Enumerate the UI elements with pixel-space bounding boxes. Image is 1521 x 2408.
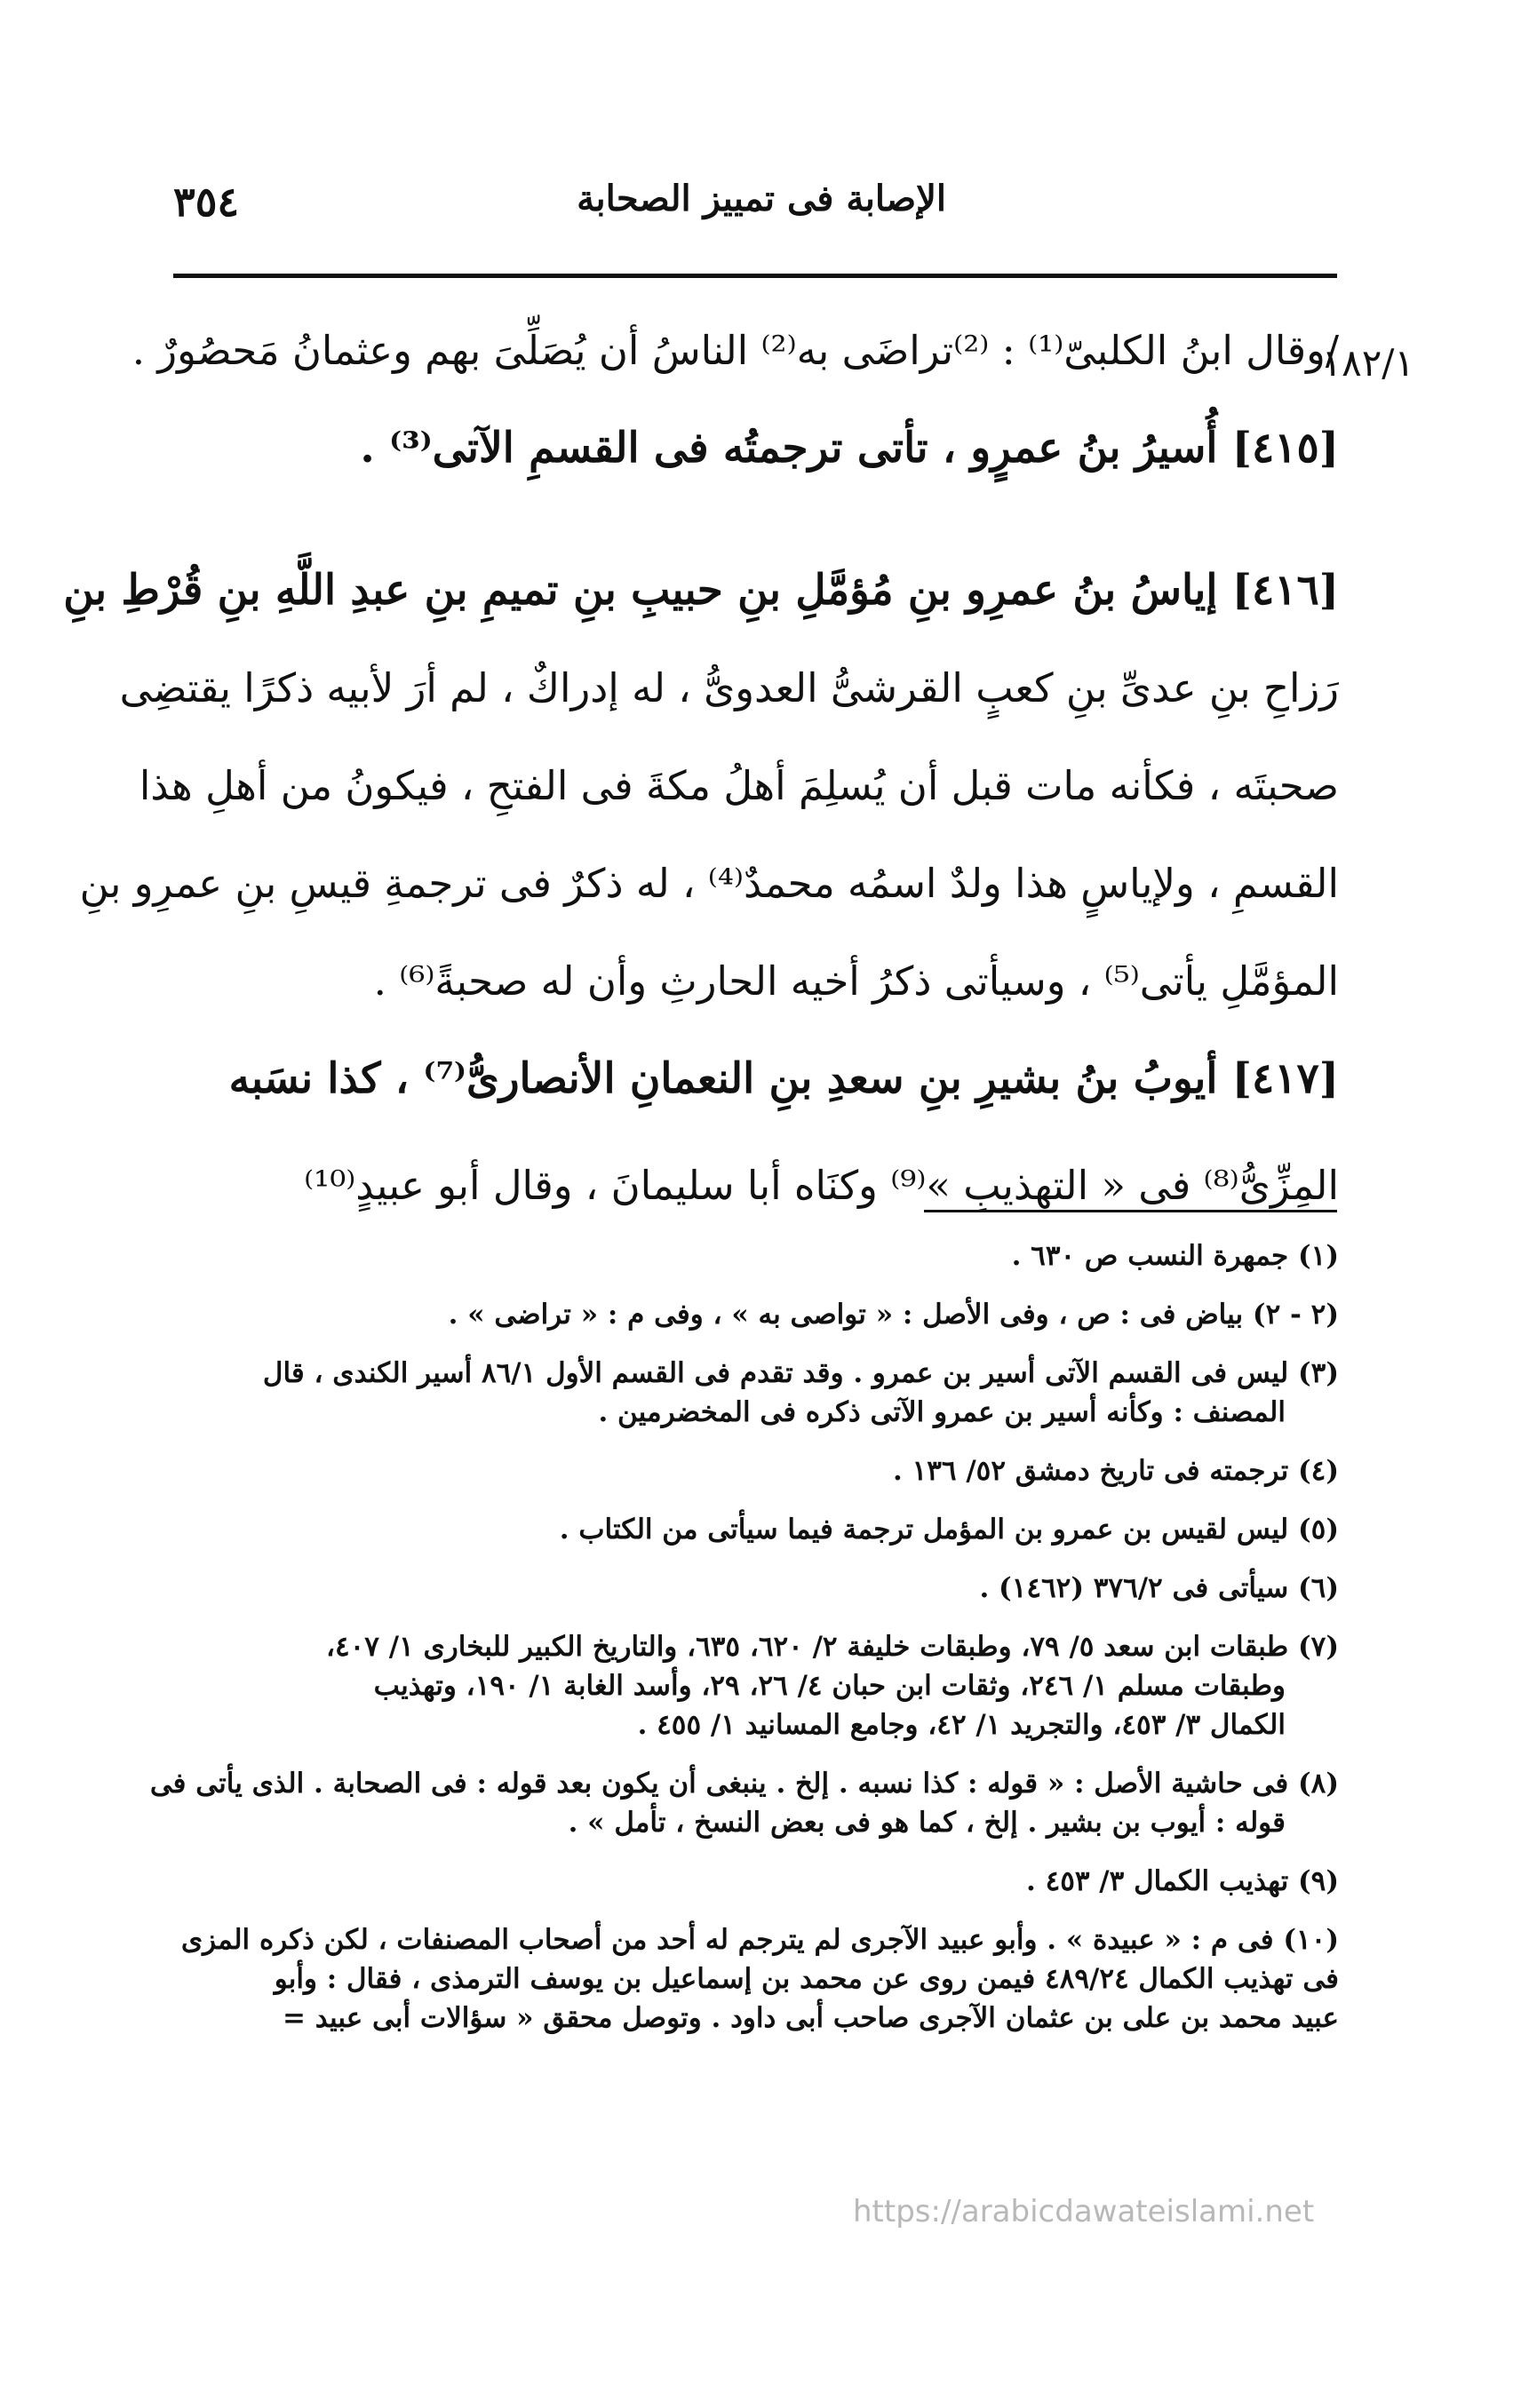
footnote-line: فى تهذيب الكمال ٤٨٩/٢٤ فيمن روى عن محمد بن إسماعيل بن يوسف الترمذى ، فقال : وأبو (274, 1963, 1339, 1995)
entry-416-heading: [٤١٦] إياسُ بنُ عمرِو بنِ مُؤمَّلِ بنِ حبيبِ بنِ تميمِ بنِ عبدِ اللَّهِ بنِ قُرْطِ بنِ (63, 566, 1339, 615)
footnote-line: عبيد محمد بن على بن عثمان الآجرى صاحب أبى داود . وتوصل محقق « سؤالات أبى عبيد = (283, 2002, 1339, 2034)
page-number: ٣٥٤ (173, 178, 240, 226)
footnote-9 (175, 1862, 1339, 1901)
page-header (173, 178, 1337, 242)
watermark: https://arabicdawateislami.net (853, 2194, 1315, 2229)
text-line: القسمِ ، ولإياسٍ هذا ولدٌ اسمُه محمدٌ⁽⁴⁾ ، له ذكرٌ فى ترجمةِ قيسِ بنِ عمرِو بنِ (79, 860, 1339, 907)
footnote-2 (175, 1295, 1339, 1334)
main-text (63, 324, 1339, 1257)
text-line: المؤمَّلِ يأتى⁽⁵⁾ ، وسيأتى ذكرُ أخيه الحارثِ وأن له صحبةً⁽⁶⁾ . (373, 958, 1339, 1005)
footnote-line: (٩) تهذيب الكمال ٣/ ٤٥٣ . (1025, 1865, 1339, 1897)
footnote-line: (٧) طبقات ابن سعد ٥/ ٧٩، وطبقات خليفة ٢/ ٦٢٠، ٦٣٥، والتاريخ الكبير للبخارى ١/ ٤٠٧، (325, 1631, 1339, 1663)
entry-417-heading: [٤١٧] أيوبُ بنُ بشيرِ بنِ سعدِ بنِ النعمانِ الأنصارىُّ⁽⁷⁾ ، كذا نسَبه (228, 1054, 1339, 1103)
footnote-7 (175, 1627, 1339, 1744)
footnote-line: (١٠) فى م : « عبيدة » . وأبو عبيد الآجرى لم يترجم له أحد من أصحاب المصنفات ، لكن ذكره المزى (180, 1924, 1339, 1956)
footnote-1 (175, 1236, 1339, 1276)
footnote-line: (١) جمهرة النسب ص ٦٣٠ . (1011, 1240, 1339, 1272)
footnote-line: (٣) ليس فى القسم الآتى أسير بن عمرو . وقد تقدم فى القسم الأول ٨٦/١ أسير الكندى ، قال (262, 1357, 1339, 1389)
footnote-5 (175, 1510, 1339, 1549)
footnote-line: الكمال ٣/ ٤٥٣، والتجريد ١/ ٤٢، وجامع المسانيد ١/ ٤٥٥ . (637, 1709, 1286, 1741)
footnote-line: (٦) سيأتى فى ٣٧٦/٢ (١٤٦٢) . (979, 1572, 1339, 1604)
running-title: الإصابة فى تمييز الصحابة (577, 178, 946, 219)
footnote-line: (٥) ليس لقيس بن عمرو بن المؤمل ترجمة فيما سيأتى من الكتاب . (559, 1514, 1339, 1546)
footnote-line: المصنف : وكأنه أسير بن عمرو الآتى ذكره فى المخضرمين . (598, 1396, 1286, 1428)
text-line: صحبتَه ، فكأنه مات قبل أن يُسلِمَ أهلُ مكةَ فى الفتحِ ، فيكونُ من أهلِ هذا (139, 762, 1339, 809)
footnote-6 (175, 1569, 1339, 1608)
text-line: /وقال ابنُ الكلبىّ⁽¹⁾ : ⁽²⁾تراضَى به⁽²⁾ الناسُ أن يُصَلِّىَ بهم وعثمانُ مَحصُورٌ . (131, 327, 1339, 374)
header-rule (173, 274, 1337, 278)
footnote-10 (175, 1920, 1339, 2038)
text-line: المِزِّىُّ⁽⁸⁾ فى « التهذيبِ »⁽⁹⁾ وكنَاه أبا سليمانَ ، وقال أبو عبيدٍ⁽¹⁰⁾ (304, 1162, 1339, 1209)
footnote-3 (175, 1354, 1339, 1432)
footnote-line: (٤) ترجمته فى تاريخ دمشق ٥٢/ ١٣٦ . (893, 1455, 1339, 1487)
footnote-rule (924, 1210, 1337, 1212)
footnote-line: وطبقات مسلم ١/ ٢٤٦، وثقات ابن حبان ٤/ ٢٦، ٢٩، وأسد الغابة ١/ ١٩٠، وتهذيب (373, 1670, 1286, 1702)
footnote-4 (175, 1451, 1339, 1490)
margin-reference: ١٨٢/١ (1321, 341, 1414, 385)
footnote-line: (٨) فى حاشية الأصل : « قوله : كذا نسبه . إلخ . ينبغى أن يكون بعد قوله : فى الصحابة . الذى يأتى فى (149, 1768, 1339, 1800)
footnote-line: قوله : أيوب بن بشير . إلخ ، كما هو فى بعض النسخ ، تأمل » . (568, 1807, 1286, 1839)
entry-415: [٤١٥] أُسيرُ بنُ عمرٍو ، تأتى ترجمتُه فى القسمِ الآتى⁽³⁾ . (360, 424, 1339, 473)
footnote-line: (٢ - ٢) بياض فى : ص ، وفى الأصل : « تواصى به » ، وفى م : « تراضى » . (448, 1299, 1339, 1331)
text-line: رَزاحِ بنِ عدىِّ بنِ كعبٍ القرشىُّ العدوىُّ ، له إدراكٌ ، لم أرَ لأبيه ذكرًا يقتضِى (119, 664, 1339, 711)
footnote-8 (149, 1764, 1339, 1842)
footnotes (149, 1236, 1339, 2057)
